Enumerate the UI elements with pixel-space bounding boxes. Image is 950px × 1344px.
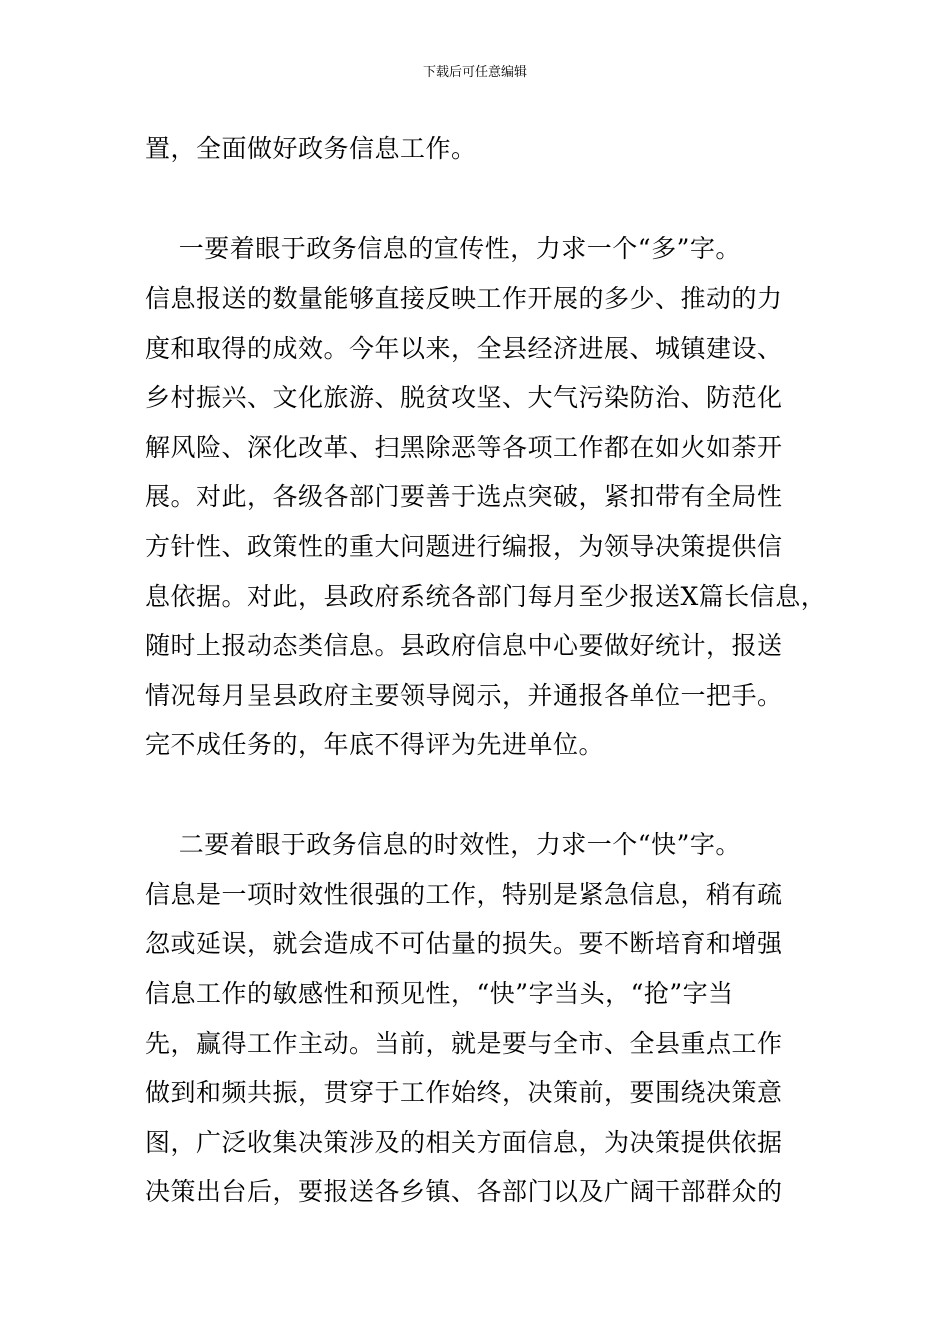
paragraph-line: 信息工作的敏感性和预见性，“快”字当头，“抢”字当 (145, 979, 734, 1008)
paragraph-line: 解风险、深化改革、扫黑除恶等各项工作都在如火如荼开 (145, 433, 783, 462)
paragraph-line: 息依据。对此，县政府系统各部门每月至少报送X篇长信息， (145, 582, 827, 611)
paragraph-line: 展。对此，各级各部门要善于选点突破，紧扣带有全局性 (145, 482, 783, 511)
paragraph-line: 度和取得的成效。今年以来，全县经济进展、城镇建设、 (145, 334, 783, 363)
paragraph-line: 图，广泛收集决策涉及的相关方面信息，为决策提供依据 (145, 1128, 783, 1157)
paragraph-line: 决策出台后，要报送各乡镇、各部门以及广阔干部群众的 (145, 1177, 783, 1206)
paragraph-line: 情况每月呈县政府主要领导阅示，并通报各单位一把手。 (145, 681, 783, 710)
paragraph-line: 随时上报动态类信息。县政府信息中心要做好统计，报送 (145, 631, 783, 660)
paragraph-line: 忽或延误，就会造成不可估量的损失。要不断培育和增强 (145, 929, 783, 958)
page-header: 下载后可任意编辑 (422, 65, 527, 80)
paragraph-line: 做到和频共振，贯穿于工作始终，决策前，要围绕决策意 (145, 1078, 783, 1107)
paragraph-line: 信息报送的数量能够直接反映工作开展的多少、推动的力 (145, 284, 783, 313)
paragraph-line: 信息是一项时效性很强的工作，特别是紧急信息，稍有疏 (145, 880, 783, 909)
paragraph-line: 方针性、政策性的重大问题进行编报，为领导决策提供信 (145, 532, 783, 561)
paragraph-line: 乡村振兴、文化旅游、脱贫攻坚、大气污染防治、防范化 (145, 383, 783, 412)
paragraph-line: 一要着眼于政务信息的宣传性，力求一个“多”字。 (145, 234, 741, 263)
paragraph-line: 完不成任务的，年底不得评为先进单位。 (145, 730, 605, 759)
paragraph-line: 二要着眼于政务信息的时效性，力求一个“快”字。 (145, 830, 741, 859)
paragraph-line: 置，全面做好政务信息工作。 (145, 134, 477, 163)
paragraph-line: 先，赢得工作主动。当前，就是要与全市、全县重点工作 (145, 1029, 783, 1058)
